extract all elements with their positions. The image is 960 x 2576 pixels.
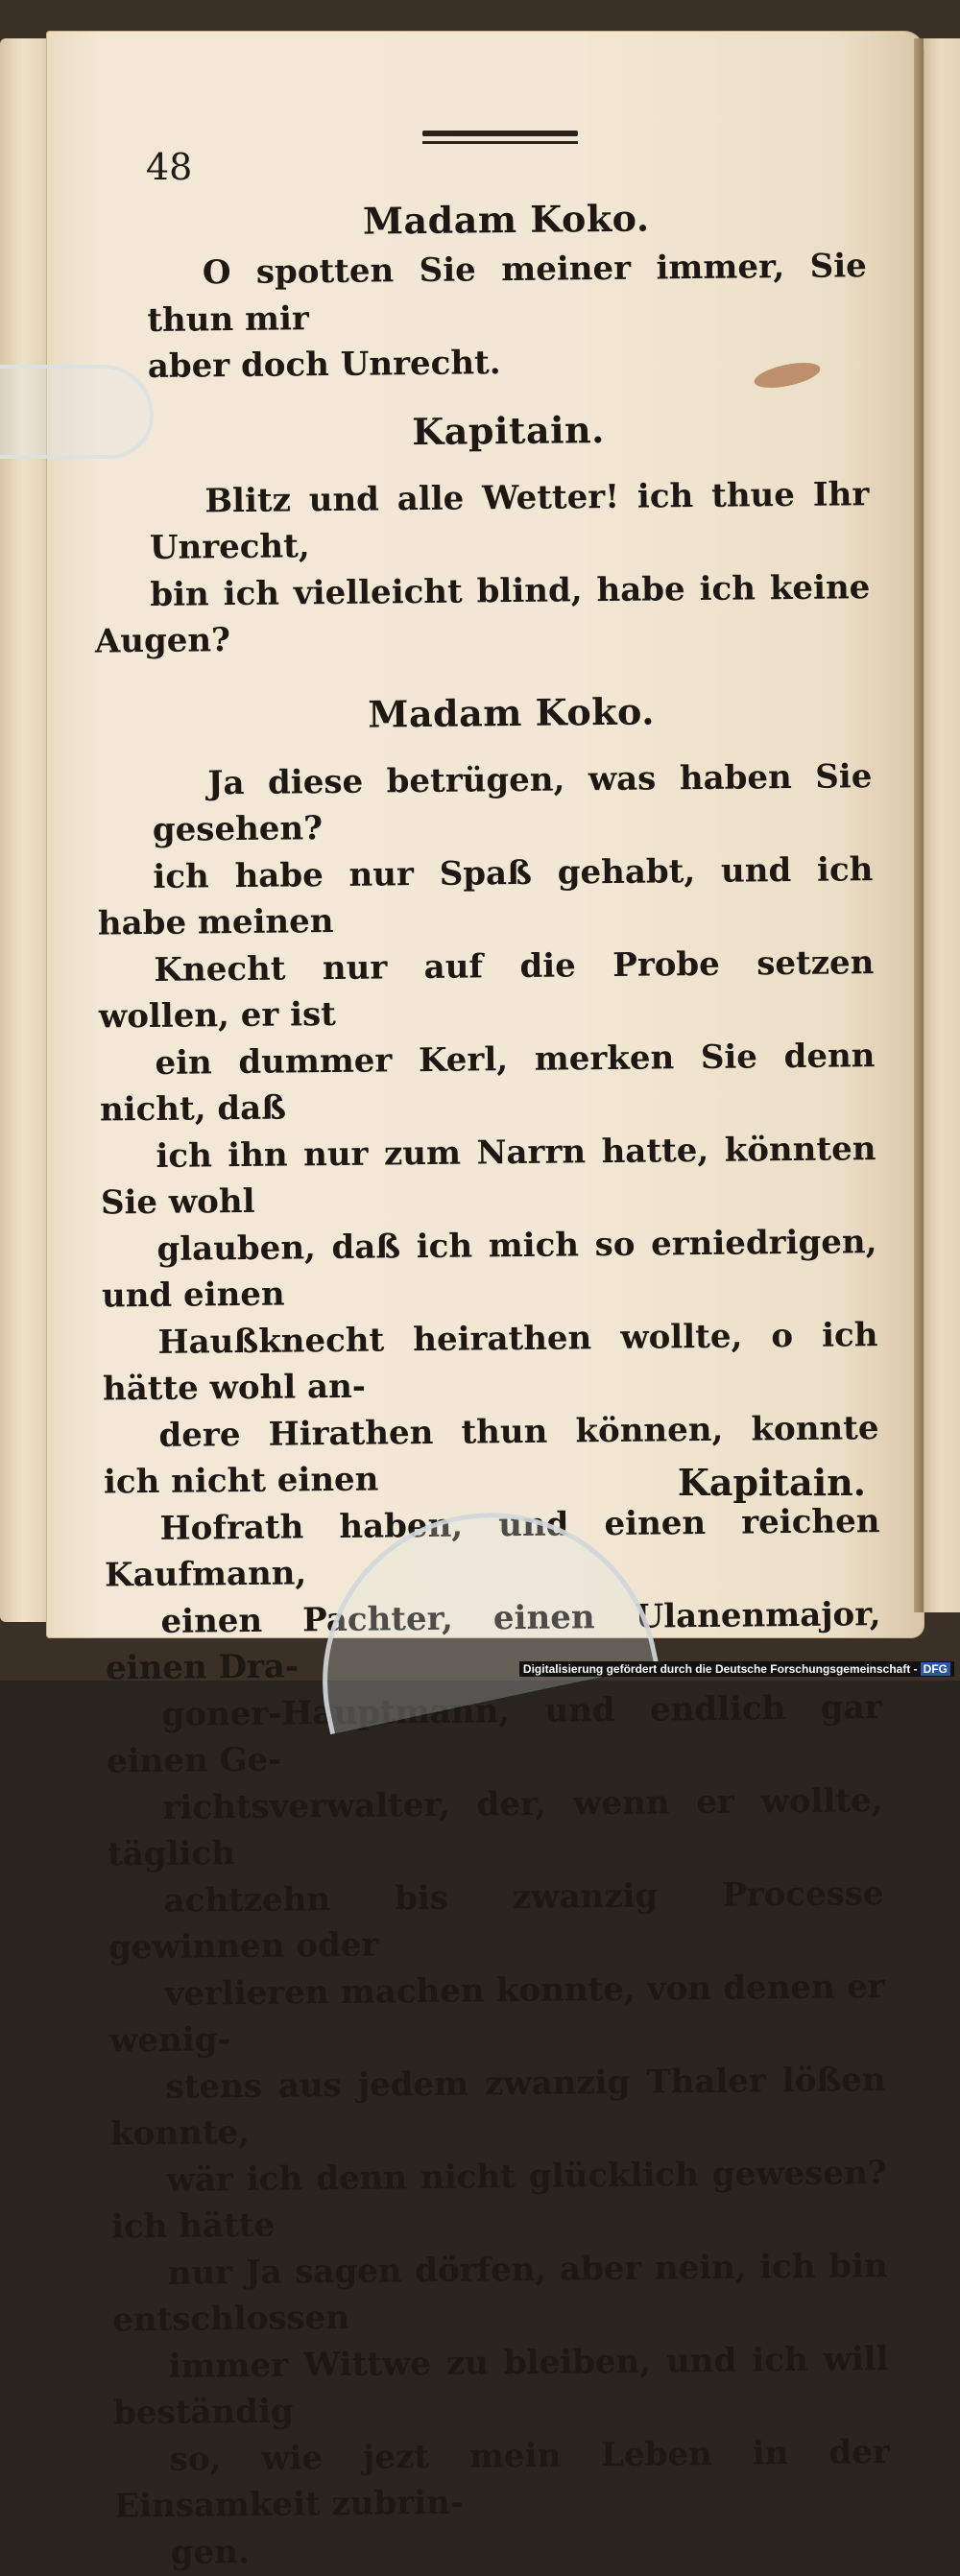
text-line: ich ihn nur zum Narrn hatte, könnten Sie wohl — [100, 1129, 876, 1223]
book-gutter — [914, 38, 924, 1612]
text-line: gen. — [170, 2532, 250, 2572]
text-line: stens aus jedem zwanzig Thaler lößen konnte, — [109, 2060, 886, 2154]
text-line: Haußknecht heirathen wollte, o ich hätte wohl an- — [102, 1315, 878, 1409]
page-text — [94, 189, 891, 2576]
facing-page-edge — [920, 38, 960, 1612]
text-line: Knecht nur auf die Probe setzen wollen, er ist — [98, 942, 875, 1037]
speaker-heading: Madam Koko. — [362, 196, 650, 243]
text-line: immer Wittwe zu bleiben, und ich will beständig — [112, 2339, 889, 2433]
text-line: glauben, daß ich mich so erniedrigen, und einen — [101, 1222, 877, 1316]
text-line: dere Hirathen thun können, konnte ich nicht einen — [103, 1408, 879, 1502]
text-line: ich habe nur Spaß gehabt, und ich habe meinen — [97, 849, 874, 943]
speaker-heading: Madam Koko. — [368, 688, 656, 736]
dfg-logo: DFG — [921, 1662, 950, 1676]
text-line: bin ich vielleicht blind, habe ich keine Augen? — [94, 567, 871, 661]
page-clip-left — [0, 365, 154, 459]
text-line: Blitz und alle Wetter! ich thue Ihr Unrecht, — [149, 474, 870, 567]
text-line: Ja diese betrügen, was haben Sie gesehen? — [152, 756, 873, 849]
dialogue-paragraph — [94, 471, 871, 665]
speaker-heading: Kapitain. — [412, 407, 606, 453]
digitization-credit — [519, 1661, 954, 1677]
text-line: goner-Hauptmann, und endlich gar einen Ge- — [106, 1687, 882, 1781]
text-line: verlieren machen konnte, von denen er wenig- — [108, 1967, 885, 2061]
text-line: O spotten Sie meiner immer, Sie thun mir — [147, 247, 868, 340]
text-line: so, wie jezt mein Leben in der Einsamkeit zubrin- — [113, 2432, 890, 2526]
text-line: einen Pachter, einen Ulanenmajor, einen Dra- — [105, 1594, 881, 1688]
dialogue-paragraph — [147, 243, 868, 390]
credit-text: Digitalisierung gefördert durch die Deutsche Forschungsgemeinschaft - — [522, 1662, 918, 1676]
text-line: achtzehn bis zwanzig Processe gewinnen oder — [108, 1873, 884, 1968]
header-rule-ornament — [422, 131, 578, 146]
text-line: Hofrath haben, und einen reichen Kaufmann, — [104, 1501, 880, 1595]
page-number: 48 — [146, 146, 193, 188]
text-line: richtsverwalter, der, wenn er wollte, täglich — [107, 1780, 883, 1874]
text-line: ein dummer Kerl, merken Sie denn nicht, daß — [99, 1036, 876, 1130]
catchword: Kapitain. — [677, 1461, 866, 1504]
text-line: aber doch Unrecht. — [147, 344, 501, 386]
text-line: nur Ja sagen dörfen, aber nein, ich bin entschlossen — [111, 2246, 888, 2340]
text-line: wär ich denn nicht glücklich gewesen? ich hätte — [110, 2153, 887, 2247]
